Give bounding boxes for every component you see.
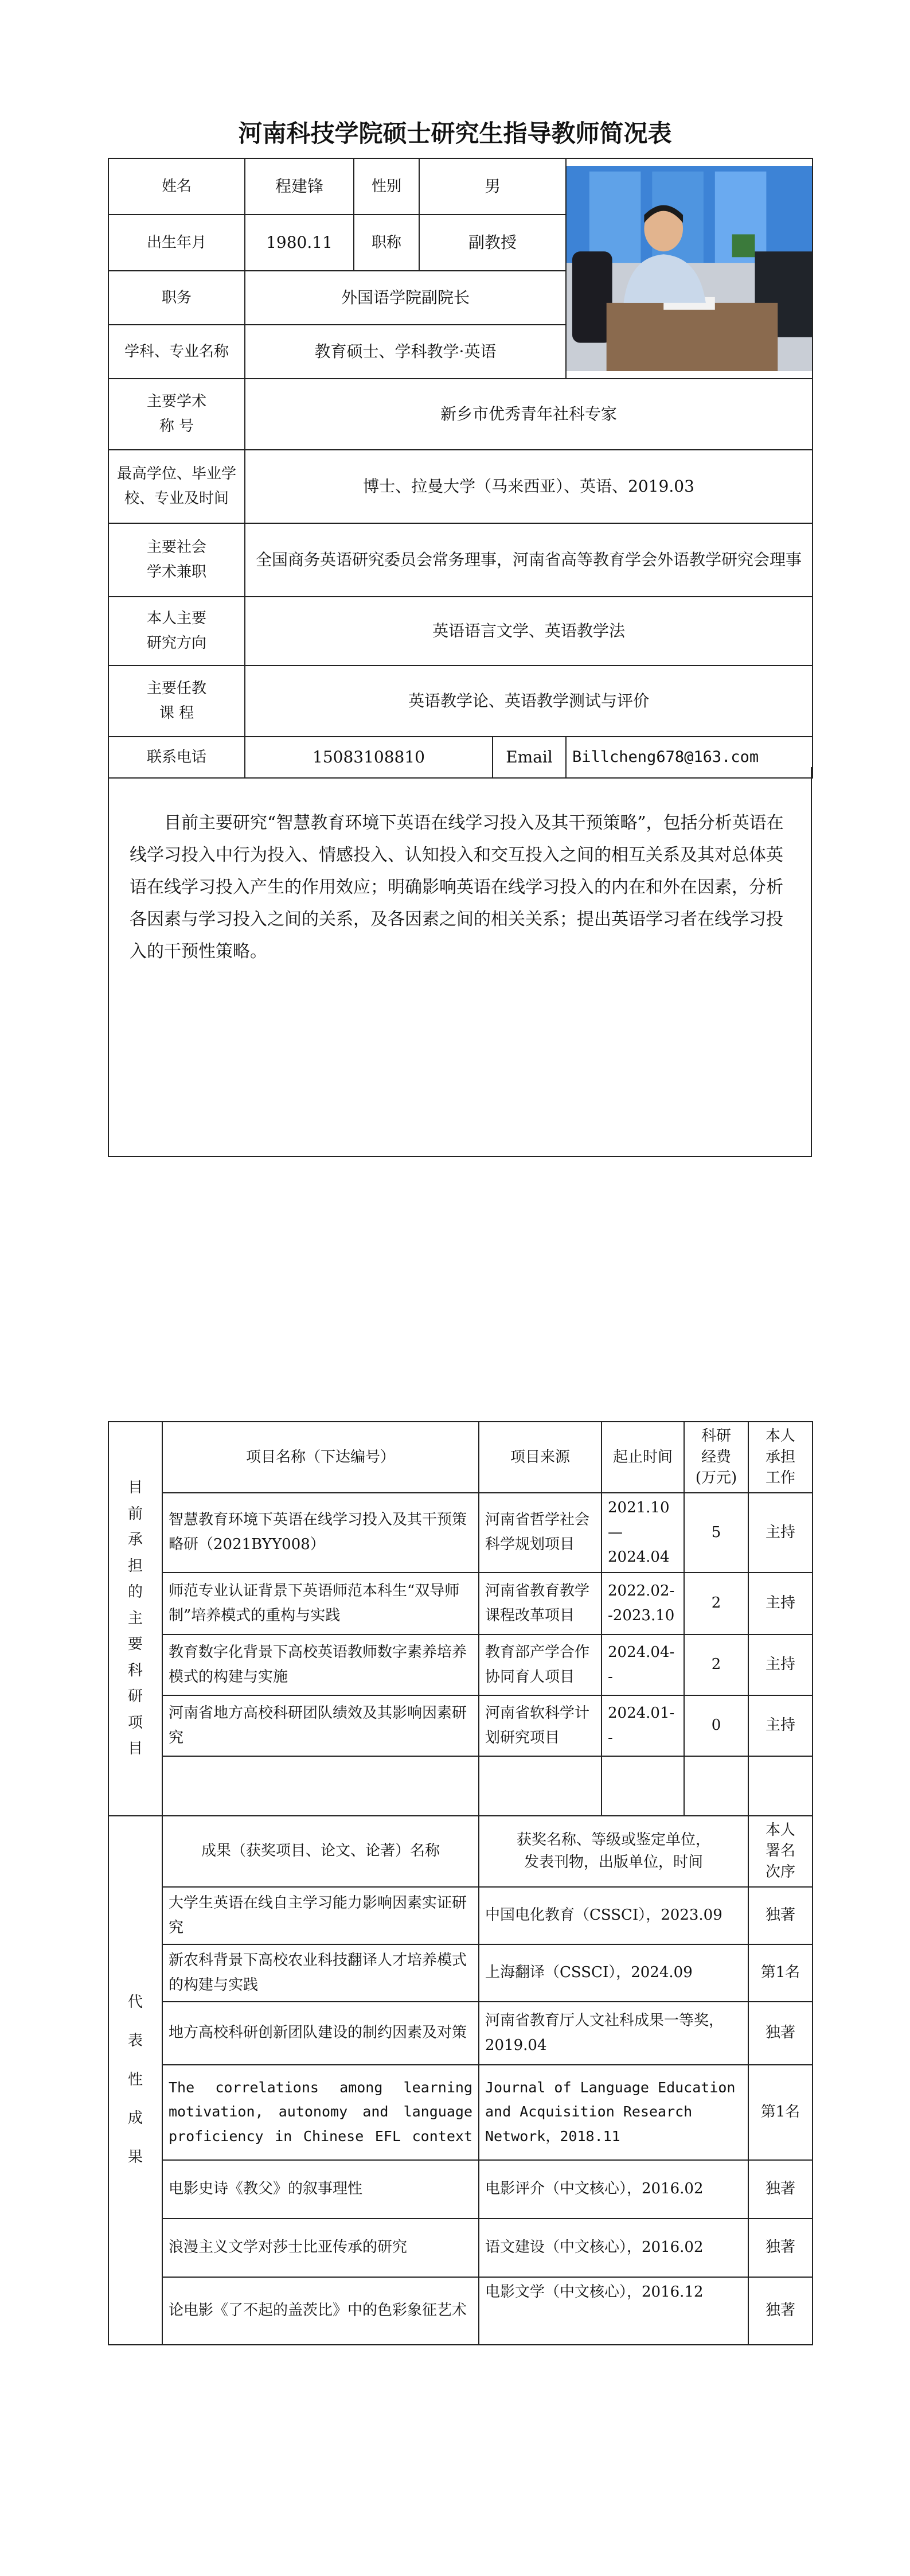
honor-label (108, 379, 245, 450)
project-name: 师范专业认证背景下英语师范本科生“双导师制”培养模式的重构与实践 (162, 1573, 479, 1635)
rank-label: 职称 (354, 215, 419, 271)
achievement-award: 中国电化教育（CSSCI），2023.09 (479, 1887, 748, 1944)
achievement-name: 浪漫主义文学对莎士比亚传承的研究 (162, 2219, 479, 2277)
name-value: 程建锋 (245, 158, 354, 215)
achievement-name: 地方高校科研创新团队建设的制约因素及对策 (162, 2002, 479, 2065)
achievement-order: 第1名 (748, 2065, 813, 2160)
achievement-order: 独著 (748, 2277, 813, 2345)
degree-label-line-1: 最高学位、毕业学 (116, 465, 236, 483)
project-funds: 0 (684, 1695, 748, 1756)
honor-label-line-1: 主要学术 (146, 393, 206, 411)
achievement-order: 独著 (748, 1887, 813, 1944)
project-funds: 2 (684, 1573, 748, 1635)
project-name: 河南省地方高校科研团队绩效及其影响因素研究 (162, 1695, 479, 1756)
achievements-header-award: 获奖名称、等级或鉴定单位， 发表刊物，出版单位，时间 (479, 1816, 748, 1887)
name-label: 姓名 (108, 158, 245, 215)
project-role: 主持 (748, 1493, 813, 1573)
projects-achievements-table (108, 1421, 813, 2345)
project-source: 河南省哲学社会科学规划项目 (479, 1493, 602, 1573)
degree-label (108, 450, 245, 523)
projects-header-role: 本人 承担 工作 (748, 1422, 813, 1493)
projects-header-source: 项目来源 (479, 1422, 602, 1493)
profile-table (108, 158, 813, 779)
project-time: 2024.04-- (602, 1635, 684, 1695)
achievement-award: 语文建设（中文核心），2016.02 (479, 2219, 748, 2277)
direction-label-line-1: 本人主要 (146, 610, 206, 628)
social-value: 全国商务英语研究委员会常务理事，河南省高等教育学会外语教学研究会理事 (245, 523, 813, 597)
project-source: 教育部产学合作协同育人项目 (479, 1635, 602, 1695)
social-label (108, 523, 245, 597)
direction-value: 英语语言文学、英语教学法 (245, 597, 813, 666)
courses-value: 英语教学论、英语教学测试与评价 (245, 666, 813, 737)
project-time: 2021.10—2024.04 (602, 1493, 684, 1573)
project-role: 主持 (748, 1695, 813, 1756)
achievement-order: 独著 (748, 2160, 813, 2219)
achievement-award: 河南省教育厅人文社科成果一等奖，2019.04 (479, 2002, 748, 2065)
gender-label: 性别 (354, 158, 419, 215)
gender-value: 男 (419, 158, 566, 215)
achievement-order: 独著 (748, 2219, 813, 2277)
projects-header-time: 起止时间 (602, 1422, 684, 1493)
direction-label-line-2: 研究方向 (146, 635, 206, 652)
social-label-line-2: 学术兼职 (146, 563, 206, 581)
achievement-name: 大学生英语在线自主学习能力影响因素实证研究 (162, 1887, 479, 1944)
project-time: 2024.01-- (602, 1695, 684, 1756)
email-value: Billcheng678@163.com (566, 737, 813, 778)
achievement-name: The correlations among learning motivation, autonomy and language proficiency in Chinese EFL context (162, 2065, 479, 2160)
project-source: 河南省软科学计划研究项目 (479, 1695, 602, 1756)
project-row (108, 1695, 813, 1756)
project-row-empty (108, 1756, 813, 1816)
phone-value: 15083108810 (245, 737, 493, 778)
project-role: 主持 (748, 1573, 813, 1635)
achievement-award: 上海翻译（CSSCI），2024.09 (479, 1944, 748, 2002)
projects-header-name: 项目名称（下达编号） (162, 1422, 479, 1493)
achievement-row (108, 2065, 813, 2160)
achievement-row (108, 1944, 813, 2002)
honor-value: 新乡市优秀青年社科专家 (245, 379, 813, 450)
projects-section-label: 目 前 承 担 的 主 要 科 研 项 目 (108, 1422, 162, 1816)
achievement-order: 独著 (748, 2002, 813, 2065)
birth-value: 1980.11 (245, 215, 354, 271)
project-row (108, 1573, 813, 1635)
project-name: 智慧教育环境下英语在线学习投入及其干预策略研（2021BYY008） (162, 1493, 479, 1573)
position-value: 外国语学院副院长 (245, 271, 566, 325)
research-description: 目前主要研究“智慧教育环境下英语在线学习投入及其干预策略”，包括分析英语在线学习投入中行为投入、情感投入、认知投入和交互投入之间的相互关系及其对总体英语在线学习投入产生的作用效应；明确影响英语在线学习投入的内在和外在因素，分析各因素与学习投入之间的关系，及各因素之间的相关关系；提出英语学习者在线学习投入的干预性策略。 (108, 767, 812, 1157)
achievements-header-order: 本人 署名 次序 (748, 1816, 813, 1887)
birth-label: 出生年月 (108, 215, 245, 271)
projects-header-funds: 科研 经费 (万元) (684, 1422, 748, 1493)
project-funds: 5 (684, 1493, 748, 1573)
courses-label-line-1: 主要任教 (146, 680, 206, 698)
rank-value: 副教授 (419, 215, 566, 271)
portrait-photo (566, 158, 813, 379)
achievement-row (108, 2160, 813, 2219)
project-time: 2022.02--2023.10 (602, 1573, 684, 1635)
discipline-value: 教育硕士、学科教学·英语 (245, 325, 566, 379)
degree-label-line-2: 校、专业及时间 (124, 490, 229, 507)
portrait-photo-image (567, 166, 812, 371)
achievement-order: 第1名 (748, 1944, 813, 2002)
achievements-section-label: 代 表 性 成 果 (108, 1816, 162, 2345)
achievements-header-name: 成果（获奖项目、论文、论著）名称 (162, 1816, 479, 1887)
degree-value: 博士、拉曼大学（马来西亚）、英语、2019.03 (245, 450, 813, 523)
email-label: Email (493, 737, 566, 778)
achievement-row (108, 2002, 813, 2065)
project-role: 主持 (748, 1635, 813, 1695)
honor-label-line-2: 称 号 (159, 418, 194, 435)
achievement-award: 电影文学（中文核心），2016.12 (479, 2277, 748, 2345)
courses-label (108, 666, 245, 737)
social-label-line-1: 主要社会 (146, 539, 206, 557)
page-title: 河南科技学院硕士研究生指导教师简况表 (238, 119, 672, 147)
achievement-award: Journal of Language Education and Acquisition Research Network，2018.11 (479, 2065, 748, 2160)
achievement-name: 论电影《了不起的盖茨比》中的色彩象征艺术 (162, 2277, 479, 2345)
project-row (108, 1493, 813, 1573)
achievement-row (108, 1887, 813, 1944)
achievement-name: 新农科背景下高校农业科技翻译人才培养模式的构建与实践 (162, 1944, 479, 2002)
discipline-label: 学科、专业名称 (108, 325, 245, 379)
achievement-award: 电影评介（中文核心），2016.02 (479, 2160, 748, 2219)
project-row (108, 1635, 813, 1695)
project-name: 教育数字化背景下高校英语教师数字素养培养模式的构建与实施 (162, 1635, 479, 1695)
direction-label (108, 597, 245, 666)
project-funds: 2 (684, 1635, 748, 1695)
project-source: 河南省教育教学课程改革项目 (479, 1573, 602, 1635)
courses-label-line-2: 课 程 (159, 705, 194, 722)
achievement-name: 电影史诗《教父》的叙事理性 (162, 2160, 479, 2219)
achievement-row (108, 2277, 813, 2345)
position-label: 职务 (108, 271, 245, 325)
achievement-row (108, 2219, 813, 2277)
phone-label: 联系电话 (108, 737, 245, 778)
